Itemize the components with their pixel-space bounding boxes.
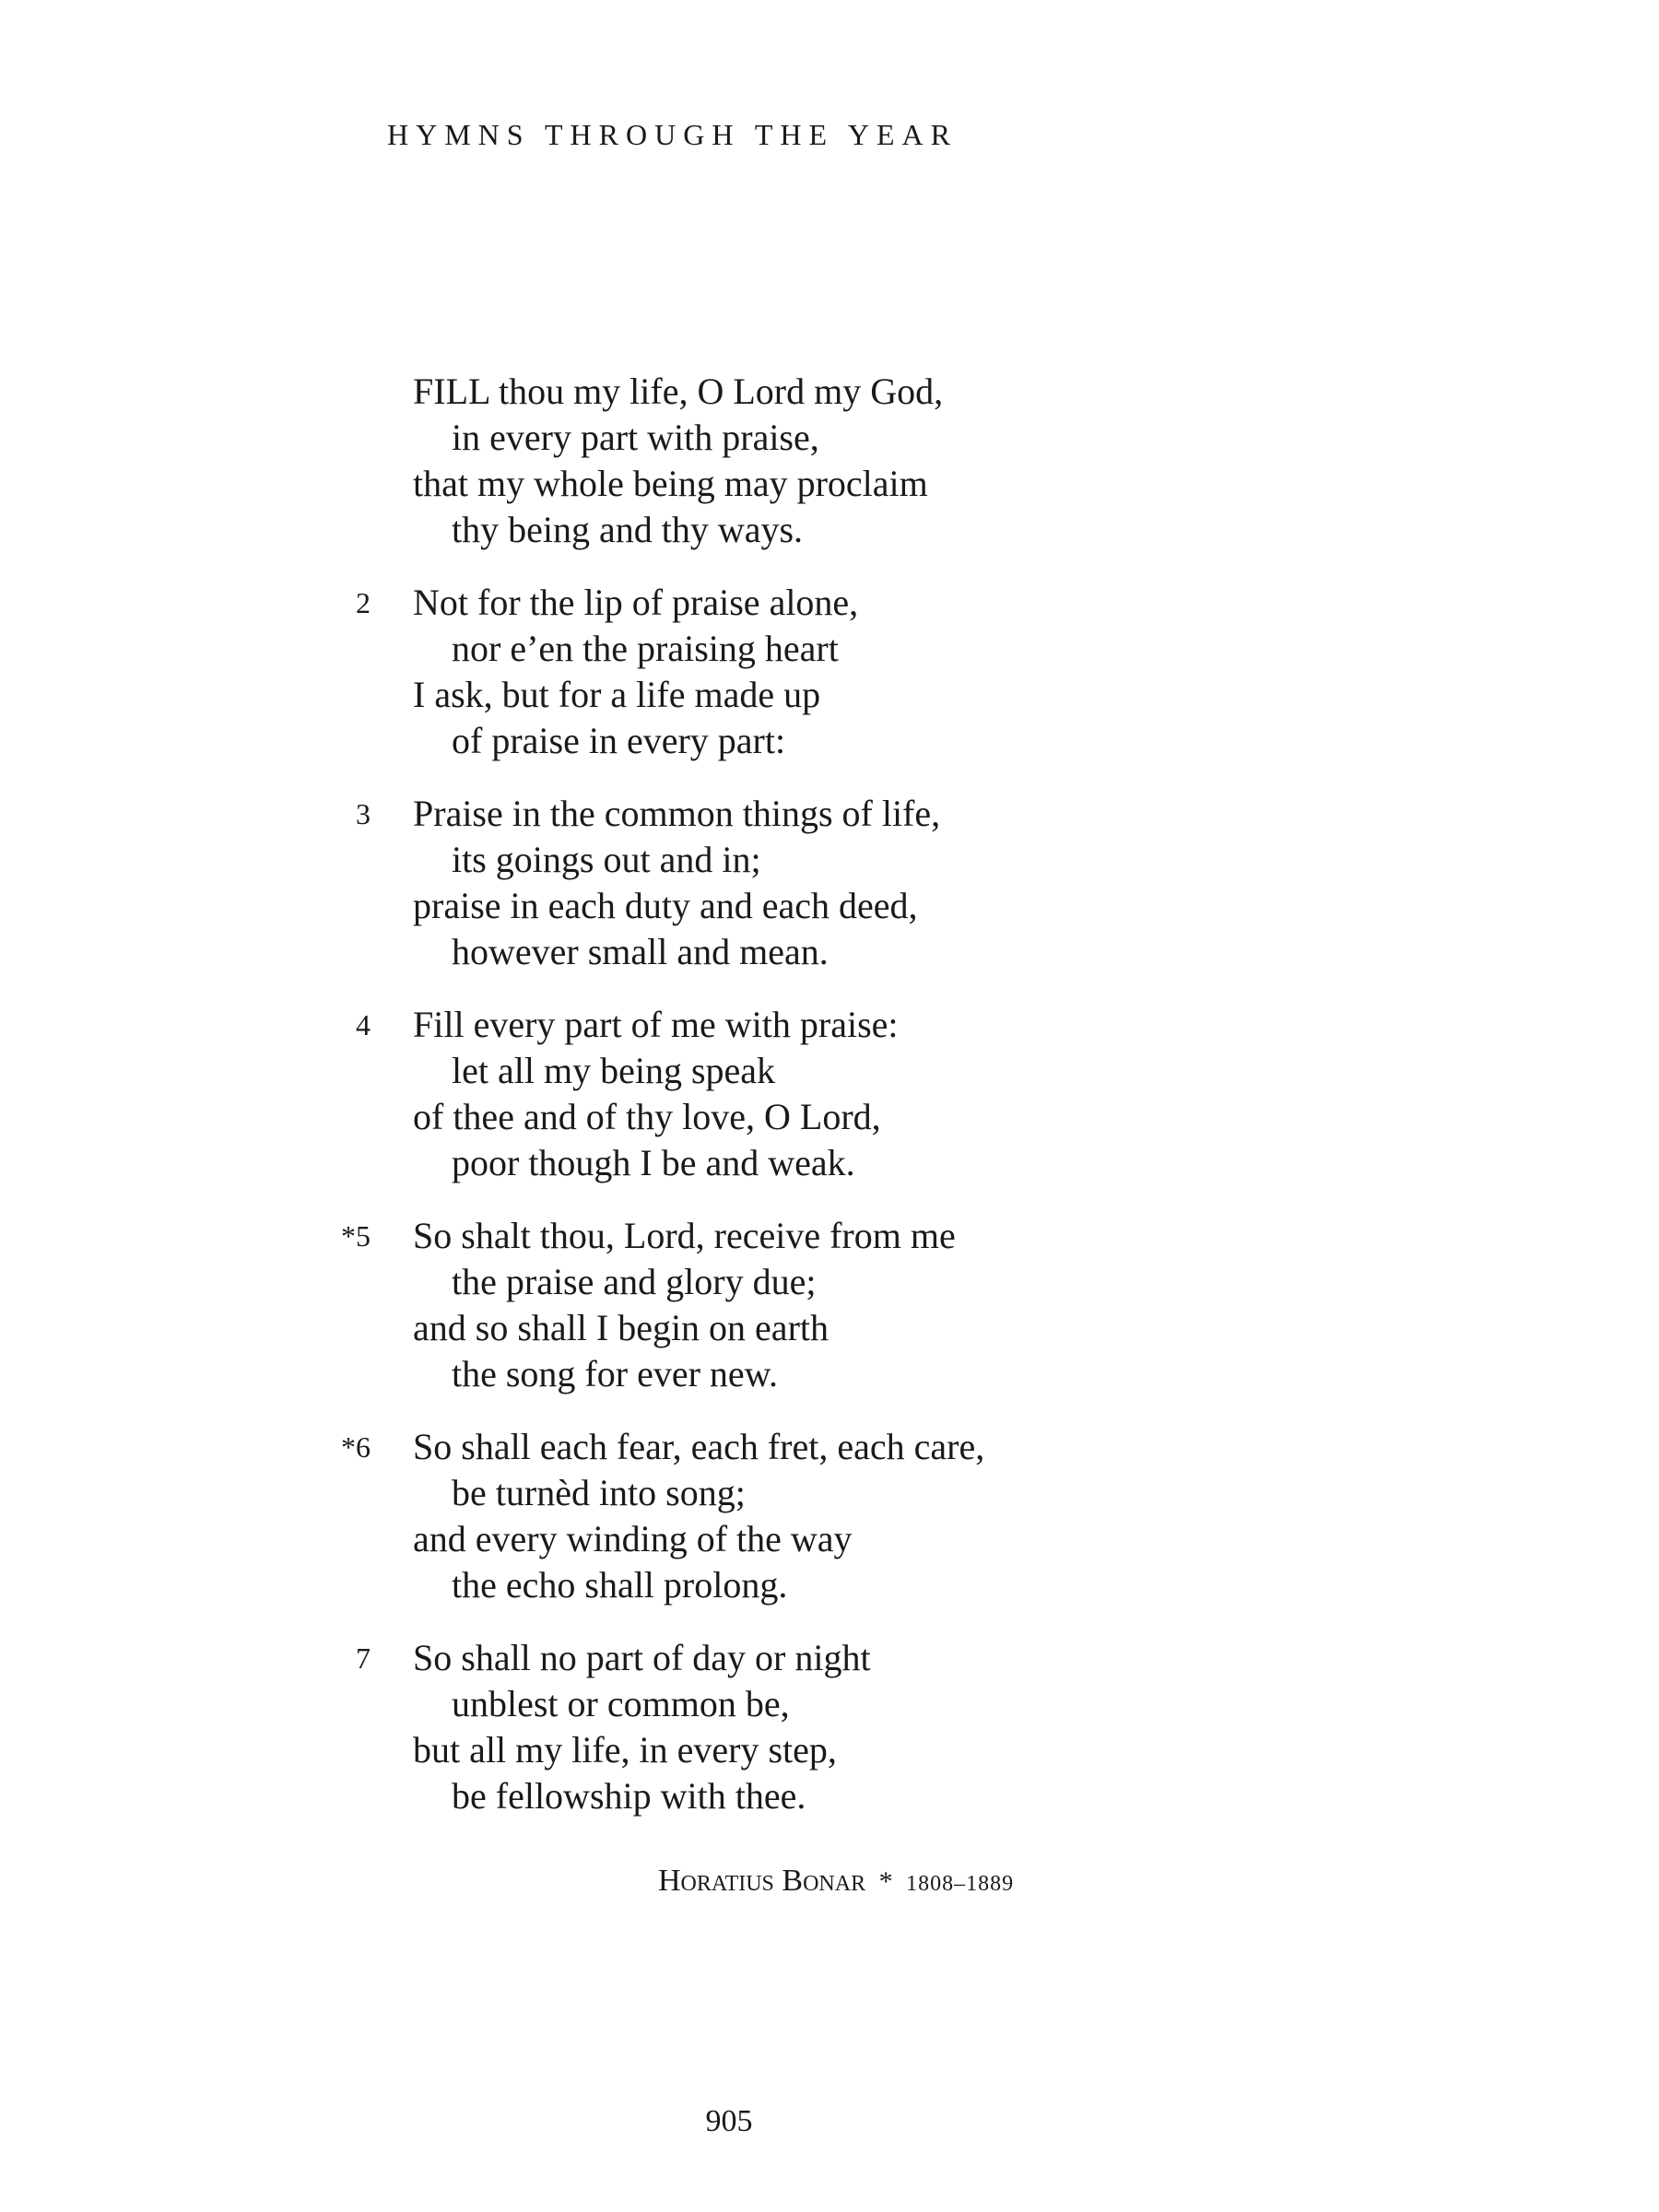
verse-line: let all my being speak [452, 1050, 776, 1091]
verse-line: its goings out and in; [452, 839, 761, 880]
verse-line: Fill every part of me with praise: [413, 1004, 899, 1045]
verse-line: and every winding of the way [413, 1518, 853, 1559]
hymn-text [0, 369, 1659, 1846]
verse-line: and so shall I begin on earth [413, 1307, 829, 1348]
asterisk-mark: * [878, 1866, 893, 1897]
verse [0, 1002, 1659, 1186]
verse-line: that my whole being may proclaim [413, 463, 928, 504]
verse-line: thy being and thy ways. [452, 509, 804, 550]
author-attribution [658, 1864, 1014, 1899]
verse-line: the echo shall prolong. [452, 1564, 788, 1606]
verse [0, 1213, 1659, 1397]
verse-number: *6 [341, 1430, 371, 1464]
verse-line: of praise in every part: [452, 720, 786, 761]
verse [0, 1635, 1659, 1819]
verse-line: the praise and glory due; [452, 1261, 817, 1302]
verse-line: I ask, but for a life made up [413, 674, 821, 715]
verse [0, 369, 1659, 553]
verse-number: *5 [341, 1219, 371, 1253]
verse [0, 1424, 1659, 1608]
verse-line: praise in each duty and each deed, [413, 885, 918, 926]
verse-number: 4 [356, 1008, 371, 1041]
verse-line: however small and mean. [452, 931, 829, 972]
verse-line: Not for the lip of praise alone, [413, 582, 859, 623]
verse-line: So shall no part of day or night [413, 1637, 871, 1678]
verse-line: of thee and of thy love, O Lord, [413, 1096, 881, 1137]
verse-line: nor e’en the praising heart [452, 628, 839, 669]
author-dates: 1808–1889 [906, 1872, 1015, 1896]
verse-line: unblest or common be, [452, 1683, 790, 1724]
verse-line: Praise in the common things of life, [413, 793, 941, 834]
verse-line: in every part with praise, [452, 417, 819, 458]
verse-line: be turnèd into song; [452, 1472, 746, 1513]
verse [0, 791, 1659, 975]
verse-line: be fellowship with thee. [452, 1775, 806, 1817]
verse-line: So shalt thou, Lord, receive from me [413, 1215, 956, 1256]
running-head: HYMNS THROUGH THE YEAR [387, 118, 958, 151]
verse-line: but all my life, in every step, [413, 1729, 837, 1771]
verse-line: poor though I be and weak. [452, 1142, 855, 1183]
verse [0, 580, 1659, 764]
author-name: Horatius Bonar [658, 1864, 866, 1898]
page-number: 905 [705, 2104, 753, 2138]
verse-line: the song for ever new. [452, 1353, 778, 1394]
verse-number: 3 [356, 797, 371, 830]
verse-line: So shall each fear, each fret, each care, [413, 1426, 985, 1467]
verse-number: 7 [356, 1641, 371, 1675]
verse-number: 2 [356, 586, 371, 619]
verse-line: FILL thou my life, O Lord my God, [413, 371, 944, 412]
